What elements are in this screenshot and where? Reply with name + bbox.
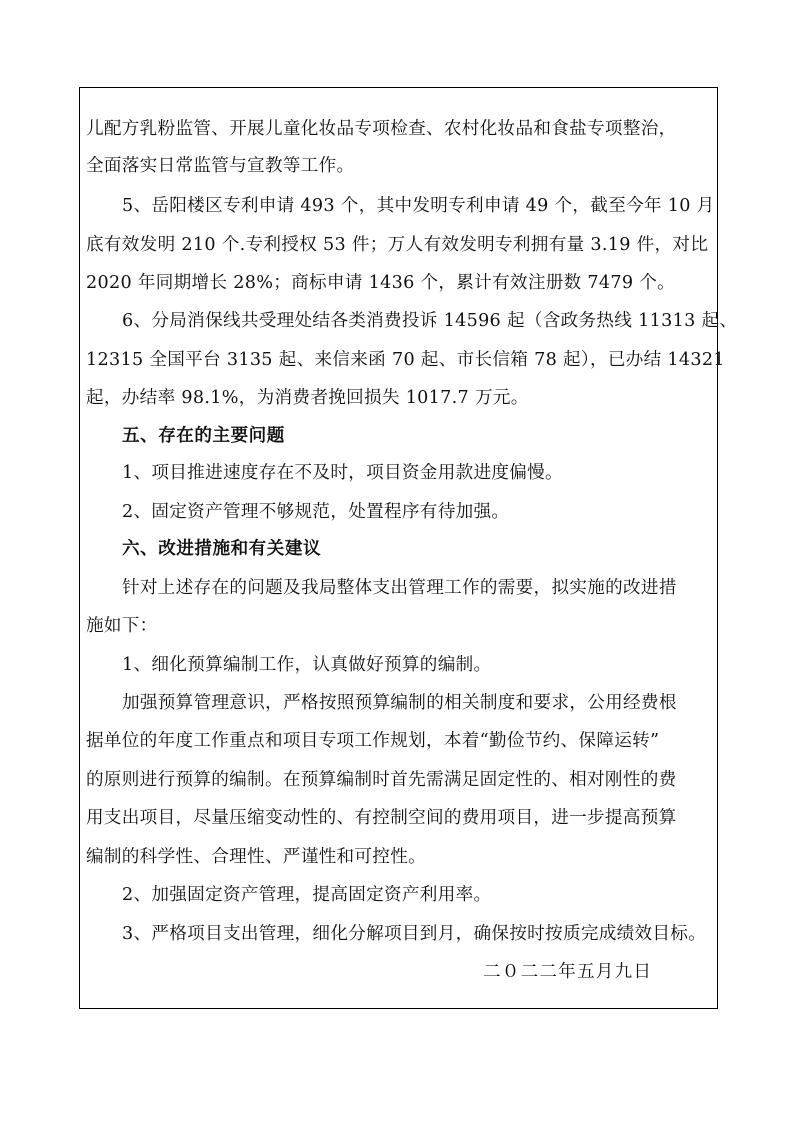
- paragraph-line: 12315 全国平台 3135 起、来信来函 70 起、市长信箱 78 起），已办结 14321: [86, 350, 725, 370]
- paragraph-line: 儿配方乳粉监管、开展儿童化妆品专项检查、农村化妆品和食盐专项整治，: [86, 119, 677, 139]
- paragraph-line: 5、岳阳楼区专利申请 493 个，其中发明专利申请 49 个，截至今年 10 月: [122, 196, 715, 216]
- paragraph-line: 6、分局消保线共受理处结各类消费投诉 14596 起（含政务热线 11313 起、: [122, 311, 738, 331]
- paragraph-line: 据单位的年度工作重点和项目专项工作规划，本着“勤俭节约、保障运转”: [86, 731, 660, 751]
- section-heading: 六、改进措施和有关建议: [122, 539, 322, 559]
- paragraph-line: 针对上述存在的问题及我局整体支出管理工作的需要，拟实施的改进措: [122, 578, 677, 598]
- paragraph-line: 1、细化预算编制工作，认真做好预算的编制。: [122, 655, 492, 675]
- paragraph-line: 施如下：: [86, 616, 158, 636]
- document-date: 二０二二年五月九日: [483, 962, 653, 982]
- paragraph-line: 2、固定资产管理不够规范，处置程序有待加强。: [122, 502, 510, 522]
- paragraph-line: 编制的科学性、合理性、严谨性和可控性。: [86, 847, 426, 867]
- section-heading: 五、存在的主要问题: [122, 426, 285, 446]
- document-frame: [79, 87, 738, 1009]
- paragraph-line: 底有效发明 210 个.专利授权 53 件；万人有效发明专利拥有量 3.19 件，对比: [86, 235, 709, 255]
- paragraph-line: 起，办结率 98.1%，为消费者挽回损失 1017.7 万元。: [86, 388, 529, 408]
- paragraph-line: 的原则进行预算的编制。在预算编制时首先需满足固定性的、相对刚性的费: [86, 770, 677, 790]
- paragraph-line: 2020 年同期增长 28%；商标申请 1436 个，累计有效注册数 7479 个。: [86, 273, 676, 293]
- paragraph-line: 全面落实日常监管与宣教等工作。: [86, 156, 355, 176]
- paragraph-line: 加强预算管理意识，严格按照预算编制的相关制度和要求，公用经费根: [122, 693, 677, 713]
- paragraph-line: 1、项目推进速度存在不及时，项目资金用款进度偏慢。: [122, 463, 563, 483]
- paragraph-line: 2、加强固定资产管理，提高固定资产利用率。: [122, 885, 492, 905]
- paragraph-line: 用支出项目，尽量压缩变动性的、有控制空间的费用项目，进一步提高预算: [86, 808, 677, 828]
- paragraph-line: 3、严格项目支出管理，细化分解项目到月，确保按时按质完成绩效目标。: [122, 924, 707, 944]
